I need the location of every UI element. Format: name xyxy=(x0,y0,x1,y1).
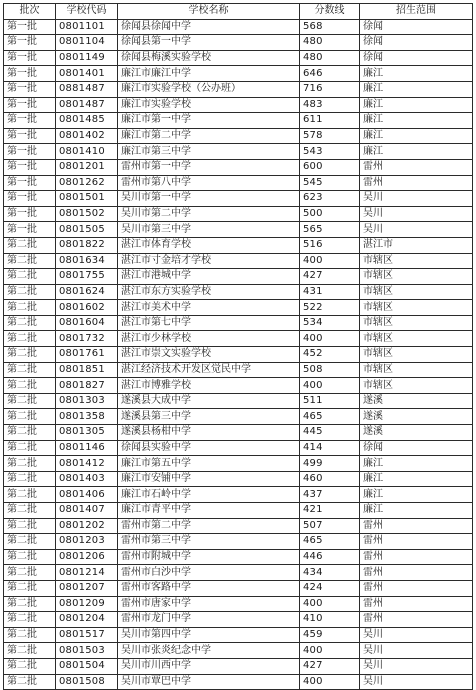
table-row xyxy=(4,113,473,129)
score-cell: 446 xyxy=(300,549,360,565)
batch-cell: 第二批 xyxy=(4,300,56,316)
scope-cell: 吴川 xyxy=(360,658,473,674)
table-row xyxy=(4,362,473,378)
school-name-cell: 湛江市崇文实验学校 xyxy=(118,347,300,363)
score-cell: 452 xyxy=(300,347,360,363)
header-batch: 批次 xyxy=(4,4,56,20)
table-row xyxy=(4,674,473,690)
school-name-cell: 吴川市第三中学 xyxy=(118,222,300,238)
score-cell: 508 xyxy=(300,362,360,378)
school-code-cell: 0801501 xyxy=(56,191,118,207)
scope-cell: 雷州 xyxy=(360,518,473,534)
batch-cell: 第二批 xyxy=(4,627,56,643)
school-code-cell: 0801508 xyxy=(56,674,118,690)
batch-cell: 第二批 xyxy=(4,331,56,347)
batch-cell: 第二批 xyxy=(4,347,56,363)
table-row xyxy=(4,456,473,472)
school-name-cell: 遂溪县大成中学 xyxy=(118,393,300,409)
scope-cell: 市辖区 xyxy=(360,269,473,285)
header-score-line: 分数线 xyxy=(300,4,360,20)
school-name-cell: 徐闻县实验中学 xyxy=(118,440,300,456)
score-cell: 427 xyxy=(300,658,360,674)
school-name-cell: 湛江经济技术开发区觉民中学 xyxy=(118,362,300,378)
scope-cell: 吴川 xyxy=(360,627,473,643)
batch-cell: 第二批 xyxy=(4,643,56,659)
table-row xyxy=(4,159,473,175)
school-code-cell: 0801401 xyxy=(56,66,118,82)
school-code-cell: 0801202 xyxy=(56,518,118,534)
school-code-cell: 0801755 xyxy=(56,269,118,285)
score-cell: 400 xyxy=(300,253,360,269)
school-name-cell: 雷州市龙门中学 xyxy=(118,612,300,628)
admission-score-table xyxy=(3,3,473,690)
table-row xyxy=(4,50,473,66)
batch-cell: 第一批 xyxy=(4,66,56,82)
table-body xyxy=(4,19,473,690)
table-row xyxy=(4,315,473,331)
table-row xyxy=(4,565,473,581)
table-row xyxy=(4,35,473,51)
table-row xyxy=(4,643,473,659)
school-code-cell: 0801410 xyxy=(56,144,118,160)
scope-cell: 雷州 xyxy=(360,549,473,565)
school-code-cell: 0801206 xyxy=(56,549,118,565)
scope-cell: 吴川 xyxy=(360,674,473,690)
score-cell: 500 xyxy=(300,206,360,222)
scope-cell: 雷州 xyxy=(360,159,473,175)
school-name-cell: 雷州市唐家中学 xyxy=(118,596,300,612)
score-cell: 534 xyxy=(300,315,360,331)
score-cell: 716 xyxy=(300,81,360,97)
table-row xyxy=(4,425,473,441)
school-name-cell: 吴川市第四中学 xyxy=(118,627,300,643)
school-name-cell: 徐闻县第一中学 xyxy=(118,35,300,51)
school-code-cell: 0801761 xyxy=(56,347,118,363)
batch-cell: 第二批 xyxy=(4,471,56,487)
batch-cell: 第二批 xyxy=(4,237,56,253)
school-code-cell: 0801101 xyxy=(56,19,118,35)
school-name-cell: 雷州市第八中学 xyxy=(118,175,300,191)
scope-cell: 吴川 xyxy=(360,643,473,659)
scope-cell: 市辖区 xyxy=(360,362,473,378)
batch-cell: 第二批 xyxy=(4,269,56,285)
score-cell: 434 xyxy=(300,565,360,581)
school-code-cell: 0801412 xyxy=(56,456,118,472)
score-cell: 465 xyxy=(300,534,360,550)
score-cell: 480 xyxy=(300,35,360,51)
school-name-cell: 徐闻县梅溪实验学校 xyxy=(118,50,300,66)
batch-cell: 第一批 xyxy=(4,144,56,160)
school-code-cell: 0801406 xyxy=(56,487,118,503)
school-name-cell: 吴川市张炎纪念中学 xyxy=(118,643,300,659)
batch-cell: 第二批 xyxy=(4,534,56,550)
school-name-cell: 湛江市东方实验学校 xyxy=(118,284,300,300)
scope-cell: 遂溪 xyxy=(360,393,473,409)
school-name-cell: 廉江市第五中学 xyxy=(118,456,300,472)
batch-cell: 第二批 xyxy=(4,487,56,503)
score-cell: 578 xyxy=(300,128,360,144)
score-cell: 431 xyxy=(300,284,360,300)
school-name-cell: 湛江市第七中学 xyxy=(118,315,300,331)
score-cell: 414 xyxy=(300,440,360,456)
score-cell: 499 xyxy=(300,456,360,472)
table-row xyxy=(4,300,473,316)
table-row xyxy=(4,128,473,144)
school-name-cell: 湛江市寸金培才学校 xyxy=(118,253,300,269)
scope-cell: 徐闻 xyxy=(360,50,473,66)
scope-cell: 廉江 xyxy=(360,113,473,129)
score-cell: 437 xyxy=(300,487,360,503)
table-row xyxy=(4,331,473,347)
school-code-cell: 0801624 xyxy=(56,284,118,300)
scope-cell: 廉江 xyxy=(360,503,473,519)
score-cell: 400 xyxy=(300,378,360,394)
school-name-cell: 廉江市实验学校 xyxy=(118,97,300,113)
scope-cell: 廉江 xyxy=(360,66,473,82)
score-cell: 511 xyxy=(300,393,360,409)
score-cell: 445 xyxy=(300,425,360,441)
batch-cell: 第二批 xyxy=(4,456,56,472)
scope-cell: 雷州 xyxy=(360,175,473,191)
school-name-cell: 吴川市川西中学 xyxy=(118,658,300,674)
school-code-cell: 0801517 xyxy=(56,627,118,643)
table-row xyxy=(4,284,473,300)
score-cell: 460 xyxy=(300,471,360,487)
school-name-cell: 廉江市第三中学 xyxy=(118,144,300,160)
batch-cell: 第一批 xyxy=(4,81,56,97)
table-row xyxy=(4,580,473,596)
table-header-row xyxy=(4,4,473,20)
table-row xyxy=(4,347,473,363)
score-cell: 568 xyxy=(300,19,360,35)
school-code-cell: 0801146 xyxy=(56,440,118,456)
scope-cell: 雷州 xyxy=(360,596,473,612)
table-row xyxy=(4,66,473,82)
batch-cell: 第一批 xyxy=(4,19,56,35)
school-name-cell: 廉江市第二中学 xyxy=(118,128,300,144)
batch-cell: 第二批 xyxy=(4,425,56,441)
batch-cell: 第一批 xyxy=(4,128,56,144)
batch-cell: 第一批 xyxy=(4,35,56,51)
scope-cell: 市辖区 xyxy=(360,284,473,300)
score-cell: 427 xyxy=(300,269,360,285)
batch-cell: 第二批 xyxy=(4,253,56,269)
school-name-cell: 吴川市覃巴中学 xyxy=(118,674,300,690)
score-cell: 611 xyxy=(300,113,360,129)
school-code-cell: 0801503 xyxy=(56,643,118,659)
school-name-cell: 遂溪县杨柑中学 xyxy=(118,425,300,441)
table-row xyxy=(4,612,473,628)
score-cell: 565 xyxy=(300,222,360,238)
table-row xyxy=(4,440,473,456)
school-code-cell: 0801851 xyxy=(56,362,118,378)
batch-cell: 第一批 xyxy=(4,191,56,207)
table-row xyxy=(4,503,473,519)
batch-cell: 第二批 xyxy=(4,658,56,674)
school-name-cell: 雷州市附城中学 xyxy=(118,549,300,565)
school-code-cell: 0801305 xyxy=(56,425,118,441)
scope-cell: 雷州 xyxy=(360,534,473,550)
school-name-cell: 吴川市第二中学 xyxy=(118,206,300,222)
score-cell: 545 xyxy=(300,175,360,191)
score-cell: 400 xyxy=(300,596,360,612)
batch-cell: 第二批 xyxy=(4,596,56,612)
scope-cell: 市辖区 xyxy=(360,331,473,347)
table-row xyxy=(4,19,473,35)
batch-cell: 第二批 xyxy=(4,565,56,581)
table-row xyxy=(4,253,473,269)
table-row xyxy=(4,534,473,550)
school-code-cell: 0801203 xyxy=(56,534,118,550)
scope-cell: 吴川 xyxy=(360,191,473,207)
batch-cell: 第一批 xyxy=(4,113,56,129)
batch-cell: 第一批 xyxy=(4,50,56,66)
batch-cell: 第一批 xyxy=(4,159,56,175)
school-name-cell: 徐闻县徐闻中学 xyxy=(118,19,300,35)
scope-cell: 徐闻 xyxy=(360,35,473,51)
school-code-cell: 0801504 xyxy=(56,658,118,674)
score-cell: 421 xyxy=(300,503,360,519)
score-cell: 522 xyxy=(300,300,360,316)
table-row xyxy=(4,175,473,191)
school-name-cell: 遂溪县第三中学 xyxy=(118,409,300,425)
table-row xyxy=(4,191,473,207)
batch-cell: 第二批 xyxy=(4,393,56,409)
school-name-cell: 廉江市石岭中学 xyxy=(118,487,300,503)
header-school-name: 学校名称 xyxy=(118,4,300,20)
school-name-cell: 廉江市第一中学 xyxy=(118,113,300,129)
table-row xyxy=(4,487,473,503)
table-row xyxy=(4,596,473,612)
scope-cell: 市辖区 xyxy=(360,347,473,363)
school-code-cell: 0801303 xyxy=(56,393,118,409)
table-row xyxy=(4,393,473,409)
scope-cell: 遂溪 xyxy=(360,425,473,441)
scope-cell: 吴川 xyxy=(360,222,473,238)
score-cell: 480 xyxy=(300,50,360,66)
table-row xyxy=(4,144,473,160)
school-code-cell: 0801827 xyxy=(56,378,118,394)
scope-cell: 徐闻 xyxy=(360,440,473,456)
batch-cell: 第二批 xyxy=(4,440,56,456)
batch-cell: 第一批 xyxy=(4,206,56,222)
score-cell: 646 xyxy=(300,66,360,82)
score-cell: 507 xyxy=(300,518,360,534)
scope-cell: 遂溪 xyxy=(360,409,473,425)
batch-cell: 第二批 xyxy=(4,580,56,596)
school-name-cell: 雷州市第二中学 xyxy=(118,518,300,534)
score-cell: 465 xyxy=(300,409,360,425)
school-code-cell: 0801104 xyxy=(56,35,118,51)
score-cell: 410 xyxy=(300,612,360,628)
school-code-cell: 0801209 xyxy=(56,596,118,612)
table-row xyxy=(4,222,473,238)
school-code-cell: 0801204 xyxy=(56,612,118,628)
scope-cell: 廉江 xyxy=(360,144,473,160)
school-code-cell: 0801407 xyxy=(56,503,118,519)
table-row xyxy=(4,269,473,285)
table-row xyxy=(4,97,473,113)
batch-cell: 第二批 xyxy=(4,315,56,331)
school-code-cell: 0801403 xyxy=(56,471,118,487)
school-name-cell: 雷州市白沙中学 xyxy=(118,565,300,581)
score-cell: 400 xyxy=(300,331,360,347)
score-cell: 483 xyxy=(300,97,360,113)
school-code-cell: 0801214 xyxy=(56,565,118,581)
school-name-cell: 湛江市美术中学 xyxy=(118,300,300,316)
score-cell: 600 xyxy=(300,159,360,175)
batch-cell: 第二批 xyxy=(4,674,56,690)
batch-cell: 第二批 xyxy=(4,518,56,534)
scope-cell: 雷州 xyxy=(360,612,473,628)
scope-cell: 市辖区 xyxy=(360,300,473,316)
batch-cell: 第二批 xyxy=(4,284,56,300)
scope-cell: 市辖区 xyxy=(360,253,473,269)
scope-cell: 廉江 xyxy=(360,487,473,503)
scope-cell: 廉江 xyxy=(360,471,473,487)
school-code-cell: 0801149 xyxy=(56,50,118,66)
school-code-cell: 0801201 xyxy=(56,159,118,175)
scope-cell: 廉江 xyxy=(360,97,473,113)
school-code-cell: 0801207 xyxy=(56,580,118,596)
table-row xyxy=(4,658,473,674)
score-cell: 623 xyxy=(300,191,360,207)
school-name-cell: 廉江市廉江中学 xyxy=(118,66,300,82)
school-name-cell: 湛江市博雅学校 xyxy=(118,378,300,394)
scope-cell: 市辖区 xyxy=(360,378,473,394)
scope-cell: 廉江 xyxy=(360,81,473,97)
school-name-cell: 吴川市第一中学 xyxy=(118,191,300,207)
school-code-cell: 0801634 xyxy=(56,253,118,269)
admission-table-container xyxy=(3,3,472,690)
school-code-cell: 0801602 xyxy=(56,300,118,316)
batch-cell: 第二批 xyxy=(4,409,56,425)
score-cell: 400 xyxy=(300,674,360,690)
batch-cell: 第一批 xyxy=(4,222,56,238)
table-row xyxy=(4,81,473,97)
school-code-cell: 0881487 xyxy=(56,81,118,97)
school-code-cell: 0801604 xyxy=(56,315,118,331)
batch-cell: 第二批 xyxy=(4,378,56,394)
school-code-cell: 0801502 xyxy=(56,206,118,222)
school-code-cell: 0801732 xyxy=(56,331,118,347)
school-name-cell: 廉江市安铺中学 xyxy=(118,471,300,487)
school-code-cell: 0801505 xyxy=(56,222,118,238)
school-code-cell: 0801485 xyxy=(56,113,118,129)
table-row xyxy=(4,471,473,487)
batch-cell: 第二批 xyxy=(4,612,56,628)
scope-cell: 徐闻 xyxy=(360,19,473,35)
school-code-cell: 0801262 xyxy=(56,175,118,191)
batch-cell: 第二批 xyxy=(4,549,56,565)
school-name-cell: 雷州市第三中学 xyxy=(118,534,300,550)
school-code-cell: 0801358 xyxy=(56,409,118,425)
score-cell: 543 xyxy=(300,144,360,160)
batch-cell: 第一批 xyxy=(4,97,56,113)
scope-cell: 雷州 xyxy=(360,565,473,581)
table-row xyxy=(4,206,473,222)
scope-cell: 湛江市 xyxy=(360,237,473,253)
school-name-cell: 湛江市港城中学 xyxy=(118,269,300,285)
batch-cell: 第一批 xyxy=(4,175,56,191)
table-row xyxy=(4,378,473,394)
scope-cell: 廉江 xyxy=(360,128,473,144)
table-row xyxy=(4,409,473,425)
batch-cell: 第二批 xyxy=(4,503,56,519)
table-row xyxy=(4,237,473,253)
school-name-cell: 湛江市少林学校 xyxy=(118,331,300,347)
school-code-cell: 0801402 xyxy=(56,128,118,144)
header-school-code: 学校代码 xyxy=(56,4,118,20)
score-cell: 400 xyxy=(300,643,360,659)
table-row xyxy=(4,627,473,643)
score-cell: 516 xyxy=(300,237,360,253)
score-cell: 459 xyxy=(300,627,360,643)
scope-cell: 吴川 xyxy=(360,206,473,222)
table-row xyxy=(4,518,473,534)
scope-cell: 廉江 xyxy=(360,456,473,472)
school-name-cell: 湛江市体育学校 xyxy=(118,237,300,253)
scope-cell: 雷州 xyxy=(360,580,473,596)
school-code-cell: 0801487 xyxy=(56,97,118,113)
scope-cell: 市辖区 xyxy=(360,315,473,331)
school-name-cell: 雷州市第一中学 xyxy=(118,159,300,175)
batch-cell: 第二批 xyxy=(4,362,56,378)
school-name-cell: 雷州市客路中学 xyxy=(118,580,300,596)
school-name-cell: 廉江市实验学校（公办班） xyxy=(118,81,300,97)
school-code-cell: 0801822 xyxy=(56,237,118,253)
table-row xyxy=(4,549,473,565)
header-enrollment-scope: 招生范围 xyxy=(360,4,473,20)
score-cell: 424 xyxy=(300,580,360,596)
school-name-cell: 廉江市青平中学 xyxy=(118,503,300,519)
